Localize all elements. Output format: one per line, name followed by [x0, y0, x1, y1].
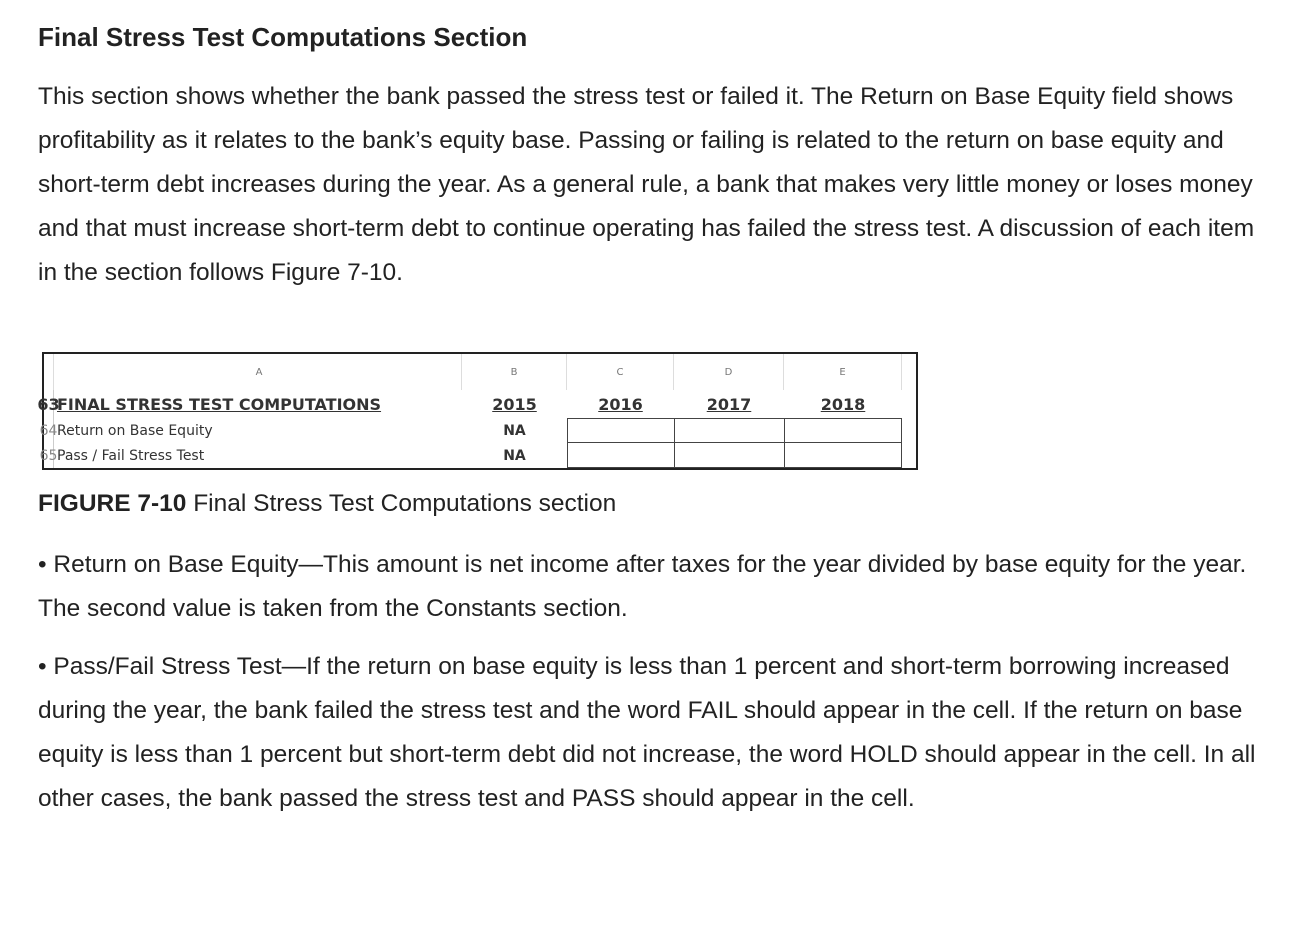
col-header-c: C	[567, 354, 674, 390]
col-header-d: D	[674, 354, 784, 390]
row-number: 64	[44, 418, 54, 443]
column-header-row	[44, 354, 916, 390]
spreadsheet-figure	[37, 352, 918, 470]
year-cell: 2017	[706, 394, 752, 414]
value-cell	[567, 418, 674, 443]
bullet-pass-fail-stress-test: • Pass/Fail Stress Test—If the return on base equity is less than 1 percent and short-term borrowing increased during the year, the bank failed the stress test and the word FAIL should appear in the cell. If the return on base equity is less than 1 percent but short-term debt did not increase, the word HOLD should appear in the cell. In all other cases, the bank passed the stress test and PASS should appear in the cell.	[38, 653, 1256, 812]
figure-caption	[38, 490, 616, 518]
figure-number: FIGURE 7-10	[38, 490, 187, 517]
value-cell	[567, 443, 674, 468]
row-label: Return on Base Equity	[57, 422, 213, 439]
value-cell	[784, 443, 902, 468]
select-all-corner	[44, 354, 54, 390]
table-row	[37, 390, 916, 418]
year-cell: 2016	[598, 394, 643, 414]
value-cell	[674, 418, 784, 443]
value-cell: NA	[503, 447, 526, 464]
bullet-return-on-base-equity: • Return on Base Equity—This amount is net income after taxes for the year divided by base equity for the year. The second value is taken from the Constants section.	[38, 551, 1247, 622]
value-cell: NA	[503, 422, 526, 439]
value-cell	[674, 443, 784, 468]
value-cell	[784, 418, 902, 443]
col-header-a: A	[54, 354, 462, 390]
row-number: 65	[44, 443, 54, 468]
col-header-e: E	[784, 354, 902, 390]
figure-caption-text: Final Stress Test Computations section	[186, 490, 617, 517]
col-header-b: B	[462, 354, 567, 390]
intro-paragraph: This section shows whether the bank passed the stress test or failed it. The Return on Base Equity field shows profitability as it relates to the bank’s equity base. Passing or failing is related to the return on base equity and short-term debt increases during the year. As a general rule, a bank that makes very little money or loses money and that must increase short-term debt to continue operating has failed the stress test. A discussion of each item in the section follows Figure 7-10.	[38, 83, 1255, 286]
row-number: 63	[44, 390, 54, 418]
year-cell: 2015	[492, 394, 537, 414]
section-title: Final Stress Test Computations Section	[38, 22, 528, 52]
row-label: Pass / Fail Stress Test	[57, 447, 205, 464]
table-row	[39, 443, 916, 468]
row-label: FINAL STRESS TEST COMPUTATIONS	[57, 394, 382, 414]
year-cell: 2018	[820, 394, 866, 414]
table-row	[39, 418, 916, 443]
